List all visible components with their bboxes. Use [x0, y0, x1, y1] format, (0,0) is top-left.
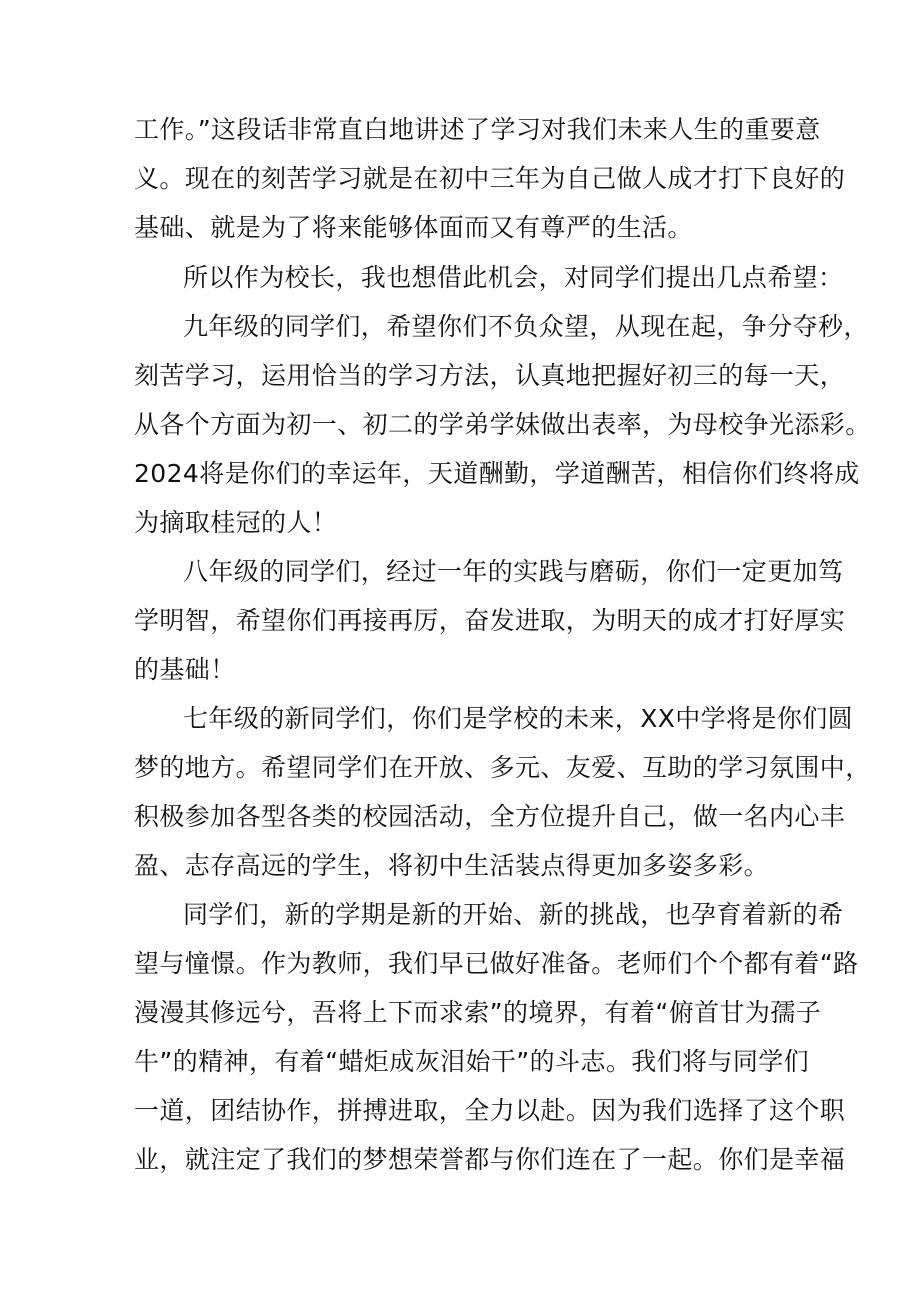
text-line: 盈、志存高远的学生，将初中生活装点得更加多姿多彩。 [134, 851, 770, 880]
text-line: 牛”的精神，有着“蜡炬成灰泪始干”的斗志。我们将与同学们 [134, 1047, 810, 1076]
text-line: 基础、就是为了将来能够体面而又有尊严的生活。 [134, 213, 693, 242]
text-line: 九年级的同学们，希望你们不负众望，从现在起，争分夺秒， [183, 312, 869, 341]
text-line: 为摘取桂冠的人！ [134, 508, 338, 537]
text-line: 漫漫其修远兮，吾将上下而求索”的境界，有着“俯首甘为孺子 [134, 998, 822, 1027]
text-line: 从各个方面为初一、初二的学弟学妹做出表率，为母校争光添彩。 [134, 410, 871, 439]
text-line: 业，就注定了我们的梦想荣誉都与你们连在了一起。你们是幸福 [134, 1145, 846, 1174]
text-line: 同学们，新的学期是新的开始、新的挑战，也孕育着新的希 [183, 900, 844, 929]
text-line: 望与憧憬。作为教师，我们早已做好准备。老师们个个都有着“路 [134, 949, 859, 978]
text-line: 一道，团结协作，拼搏进取，全力以赴。因为我们选择了这个职 [134, 1096, 846, 1125]
text-line: 七年级的新同学们，你们是学校的未来，XX中学将是你们圆 [183, 704, 854, 733]
text-line: 2024将是你们的幸运年，天道酬勤，学道酬苦，相信你们终将成 [134, 459, 860, 488]
text-line: 义。现在的刻苦学习就是在初中三年为自己做人成才打下良好的 [134, 164, 846, 193]
text-line: 刻苦学习，运用恰当的学习方法，认真地把握好初三的每一天， [134, 361, 846, 390]
text-line: 的基础！ [134, 655, 236, 684]
text-line: 学明智，希望你们再接再厉，奋发进取，为明天的成才打好厚实 [134, 606, 846, 635]
text-line: 工作。”这段话非常直白地讲述了学习对我们未来人生的重要意 [134, 115, 821, 144]
text-line: 所以作为校长，我也想借此机会，对同学们提出几点希望： [183, 263, 844, 292]
text-line: 八年级的同学们，经过一年的实践与磨砺，你们一定更加笃 [183, 557, 844, 586]
text-line: 梦的地方。希望同学们在开放、多元、友爱、互助的学习氛围中， [134, 753, 871, 782]
text-line: 积极参加各型各类的校园活动，全方位提升自己，做一名内心丰 [134, 802, 846, 831]
